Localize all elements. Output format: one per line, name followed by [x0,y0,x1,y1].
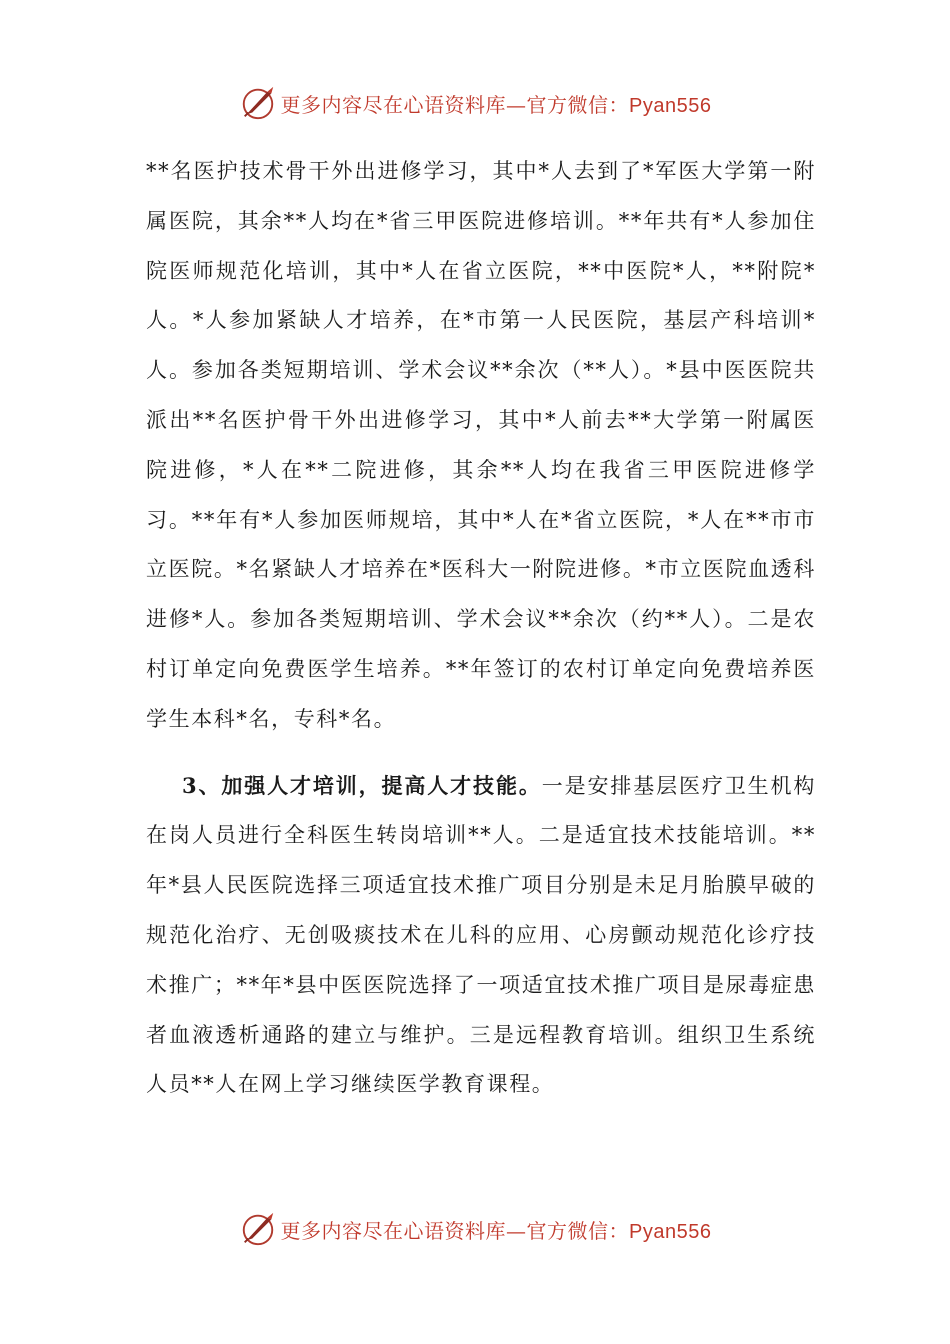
banner-text [281,89,712,118]
banner-site-name: 更多内容尽在心语资料库 [280,92,507,117]
paragraph-text: **名医护技术骨干外出进修学习，其中*人去到了*军医大学第一附属医院，其余**人均在*省三甲医院进修培训。**年共有*人参加住院医师规范化培训，其中*人在省立医院，**中医院*人，**附院*人。*人参加紧缺人才培养，在*市第一人民医院，基层产科培训*人。参加各类短期培训、学术会议**余次（**人）。*县中医医院共派出**名医护骨干外出进修学习，其中*人前去**大学第一附属医院进修，*人在**二院进修，其余**人均在我省三甲医院进修学习。**年有*人参加医师规培，其中*人在*省立医院，*人在**市市立医院。*名紧缺人才培养在*医科大一附院进修。*市立医院血透科进修*人。参加各类短期培训、学术会议**余次（约**人）。二是农村订单定向免费医学生培养。**年签订的农村订单定向免费培养医学生本科*名，专科*名。 [146,159,816,731]
quill-logo-icon [239,1210,277,1248]
banner-dash: — [506,1218,527,1243]
header-banner [0,83,950,123]
paragraph-lead: 3、加强人才培训，提高人才技能。 [182,772,542,798]
banner-text [281,1215,712,1244]
banner-wechat-id: Pyan556 [629,94,712,117]
quill-logo-icon [239,84,277,122]
footer-banner [0,1209,950,1249]
paragraph-continuation [146,146,816,745]
document-body [146,146,816,1110]
banner-site-name: 更多内容尽在心语资料库 [280,1218,507,1243]
banner-wechat-id: Pyan556 [629,1220,712,1243]
banner-dash: — [506,92,527,117]
banner-wechat-label: 官方微信： [526,1218,630,1243]
paragraph-text: 一是安排基层医疗卫生机构在岗人员进行全科医生转岗培训**人。二是适宜技术技能培训。**年*县人民医院选择三项适宜技术推广项目分别是未足月胎膜早破的规范化治疗、无创吸痰技术在儿科的应用、心房颤动规范化诊疗技术推广；**年*县中医医院选择了一项适宜技术推广项目是尿毒症患者血液透析通路的建立与维护。三是远程教育培训。组织卫生系统人员**人在网上学习继续医学教育课程。 [146,773,816,1097]
banner-wechat-label: 官方微信： [526,92,630,117]
paragraph-talent-training [146,761,816,1111]
